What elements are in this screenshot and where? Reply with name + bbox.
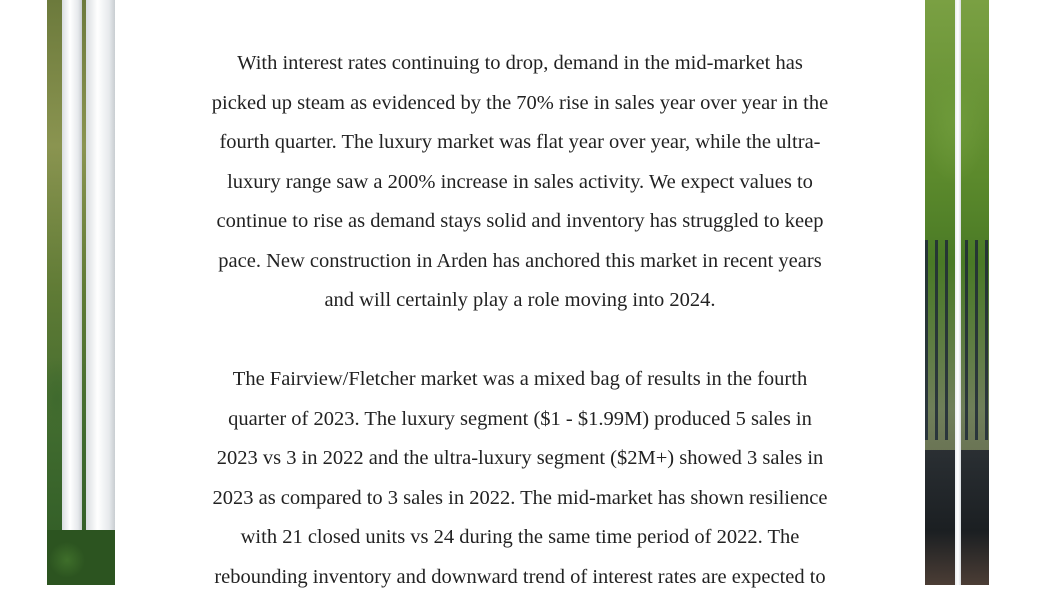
- text-line: luxury range saw a 200% increase in sales activity. We expect values to: [115, 163, 925, 203]
- text-line: with 21 closed units vs 24 during the same time period of 2022. The: [115, 518, 925, 558]
- text-line: 2023 as compared to 3 sales in 2022. The mid-market has shown resilience: [115, 479, 925, 519]
- porch-post: [955, 0, 961, 585]
- paragraph-fairview-fletcher: [115, 360, 925, 597]
- text-line: The Fairview/Fletcher market was a mixed bag of results in the fourth: [115, 360, 925, 400]
- paragraph-arden: [115, 44, 925, 321]
- white-column-right: [86, 0, 115, 540]
- text-line: and will certainly play a role moving into 2024.: [115, 281, 925, 321]
- text-line: With interest rates continuing to drop, demand in the mid-market has: [115, 44, 925, 84]
- text-line: picked up steam as evidenced by the 70% rise in sales year over year in the: [115, 84, 925, 124]
- text-line: fourth quarter. The luxury market was flat year over year, while the ultra-: [115, 123, 925, 163]
- text-line: quarter of 2023. The luxury segment ($1 - $1.99M) produced 5 sales in: [115, 400, 925, 440]
- text-line: rebounding inventory and downward trend of interest rates are expected to: [115, 558, 925, 597]
- text-line: continue to rise as demand stays solid and inventory has struggled to keep: [115, 202, 925, 242]
- text-line: pace. New construction in Arden has anchored this market in recent years: [115, 242, 925, 282]
- article-card: [115, 0, 925, 585]
- text-line: 2023 vs 3 in 2022 and the ultra-luxury segment ($2M+) showed 3 sales in: [115, 439, 925, 479]
- hedge-shrub: [47, 530, 115, 585]
- white-column-left: [62, 0, 82, 535]
